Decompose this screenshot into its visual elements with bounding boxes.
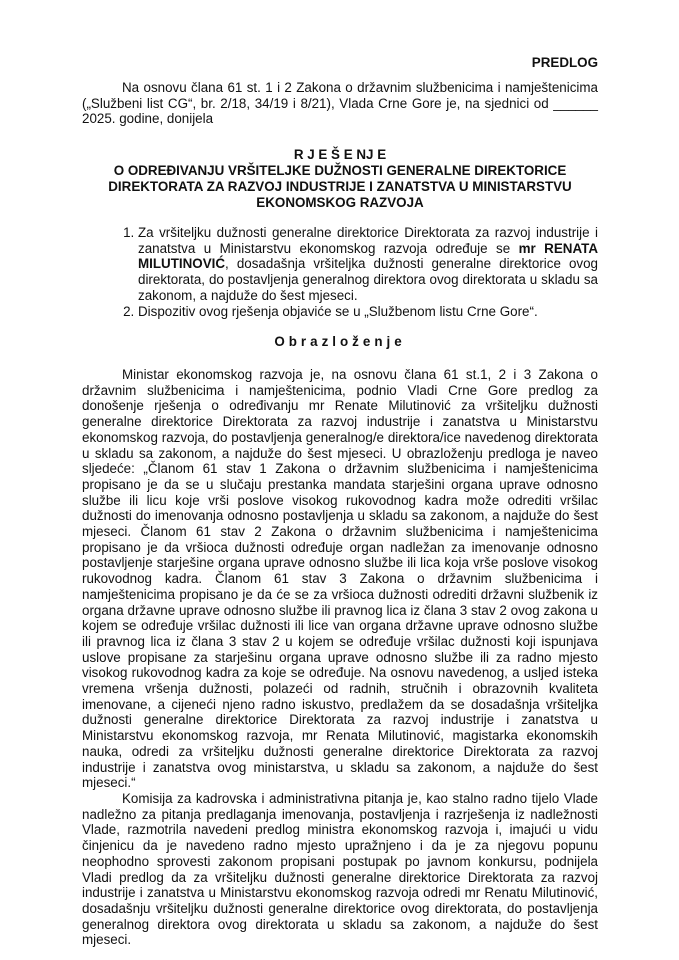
explanation-body: [82, 367, 598, 948]
item-text: Za vršiteljku dužnosti generalne direktorice Direktorata za razvoj industrije i zanatstva u Ministarstvu ekonomskog razvoja određuje se: [138, 225, 598, 256]
preamble: Na osnovu člana 61 st. 1 i 2 Zakona o državnim službenicima i namještenicima („Službeni list CG“, br. 2/18, 34/19 i 8/21), Vlada Crne Gore je, na sjednici od ______ 2025. godine, donijela: [82, 80, 598, 127]
item-text: , dosadašnja vršiteljka dužnosti generalne direktorice ovog direktorata, do postavljenja generalnog direktora ovog direktorata u skladu sa zakonom, a najduže do šest mjeseci.: [138, 256, 598, 303]
title-line: O ODREĐIVANJU VRŠITELJKE DUŽNOSTI GENERALNE DIREKTORICE: [113, 163, 567, 178]
decision-items: [82, 225, 598, 319]
appointee-name: mr RENATA MILUTINOVIĆ: [138, 240, 598, 272]
decision-title: [82, 147, 598, 211]
title-line: EKONOMSKOG RAZVOJA: [256, 195, 424, 210]
decision-heading: R J E Š E NJ E: [293, 147, 387, 162]
explanation-heading: Obrazloženje: [274, 334, 406, 349]
explanation-paragraph: Ministar ekonomskog razvoja je, na osnovu člana 61 st.1, 2 i 3 Zakona o državnim službenicima i namještenicima, podnio Vladi Crne Gore predlog za donošenje rješenja o određivanju mr Renate Milutinović za vršiteljku dužnosti generalne direktorice Direktorata za razvoj industrije i zanatstva u Ministarstvu ekonomskog razvoja, do postavljenja generalnog/e direktora/ice navedenog direktorata u skladu sa zakonom, a najduže do šest mjeseci. U obrazloženju predloga je naveo sljedeće: „Članom 61 stav 1 Zakona o državnim službenicima i namještenicima propisano je da se u slučaju prestanka mandata starješini organa uprave odnosno službe ili licu koje vrši poslove visokog rukovodnog kadra može odrediti vršilac dužnosti do imenovanja odnosno postavljenja u skladu sa zakonom, a najduže do šest mjeseci. Članom 61 stav 2 Zakona o državnim službenicima i namještenicima propisano je da vršioca dužnosti određuje organ nadležan za imenovanje odnosno postavljenje starješine organa uprave odnosno službe ili lica koja vrše poslove visokog rukovodnog kadra. Članom 61 stav 3 Zakona o državnim službenicima i namještenicima propisano je da će se za vršioca dužnosti odrediti državni službenik iz organa državne uprave odnosno službe ili pravnog lica iz člana 3 stav 2 ovog zakona u kojem se određuje vršilac dužnosti ili lice van organa državne uprave odnosno službe ili pravnog lica iz člana 3 stav 2 u kojem se određuje vršilac dužnosti koji ispunjava uslove propisane za starješinu organa uprave odnosno službe ili za radno mjesto visokog rukovodnog kadra za koje se određuje. Na osnovu navedenog, a usljed isteka vremena vršenja dužnosti, polazeći od radnih, stručnih i obrazovnih kvaliteta imenovane, a cijeneći njeno radno iskustvo, predlažem da se dosadašnja vršiteljka dužnosti generalne direktorice Direktorata za razvoj industrije i zanatstva u Ministarstvu ekonomskog razvoja, mr Renata Milutinović, magistarka ekonomskih nauka, odredi za vršiteljku dužnosti generalne direktorice Direktorata za razvoj industrije i zanatstva ovog ministarstva, u skladu sa zakonom, a najduže do šest mjeseci.“: [82, 367, 598, 791]
decision-item: 2. Dispozitiv ovog rješenja objaviće se u „Službenom listu Crne Gore“.: [138, 304, 598, 320]
explanation-paragraph: Komisija za kadrovska i administrativna pitanja je, kao stalno radno tijelo Vlade nadležno za pitanja predlaganja imenovanja, postavljenja i razrješenja iz nadležnosti Vlade, razmotrila navedeni predlog ministra ekonomskog razvoja i, imajući u vidu činjenicu da je navedeno radno mjesto upražnjeno i da je za njegovu popunu neophodno sprovesti zakonom propisani postupak po javnom konkursu, podnijela Vladi predlog da za vršiteljku dužnosti generalne direktorice Direktorata za razvoj industrije i zanatstva u Ministarstvu ekonomskog razvoja odredi mr Renatu Milutinović, dosadašnju vršiteljku dužnosti generalne direktorice ovog direktorata, do postavljenja generalnog direktora ovog direktorata u skladu sa zakonom, a najduže do šest mjeseci.: [82, 790, 598, 948]
document-status-label: PREDLOG: [531, 55, 598, 70]
decision-item: [138, 225, 598, 304]
title-line: DIREKTORATA ZA RAZVOJ INDUSTRIJE I ZANATSTVA U MINISTARSTVU: [108, 179, 572, 194]
